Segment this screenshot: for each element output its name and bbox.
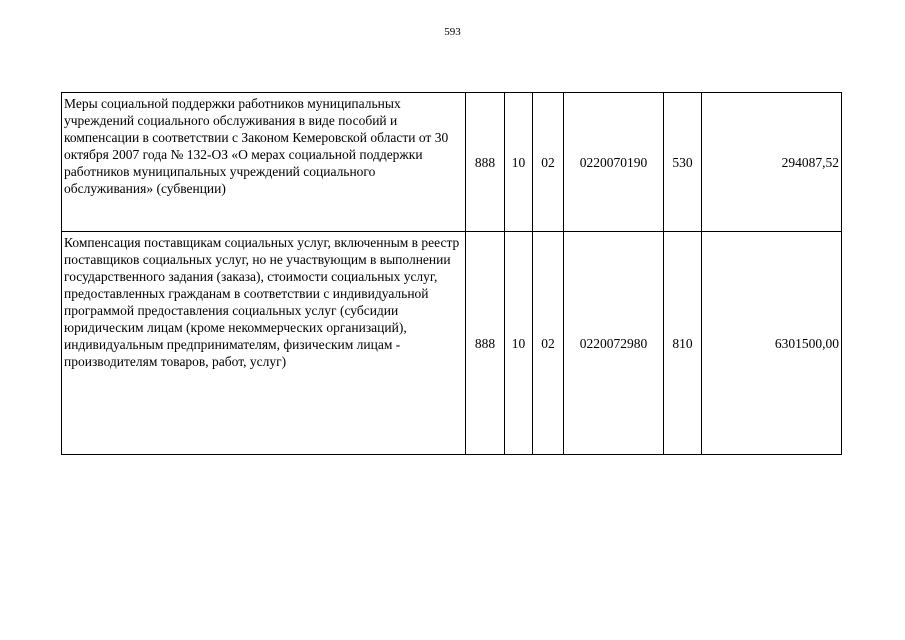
table-row (62, 232, 842, 455)
ministry-code: 888 (466, 232, 505, 455)
amount-value: 294087,52 (702, 93, 842, 232)
target-article-code: 0220072980 (564, 232, 664, 455)
subsection-code: 02 (533, 232, 564, 455)
row-description: Меры социальной поддержки работников муниципальных учреждений социального обслуживания в виде пособий и компенсации в соответствии с Законом Кемеровской области от 30 октября 2007 года № 132-ОЗ «О мерах социальной поддержки работников муниципальных учреждений социального обслуживания» (субвенции) (62, 93, 466, 232)
ministry-code: 888 (466, 93, 505, 232)
expense-type-code: 530 (664, 93, 702, 232)
page-number: 593 (444, 26, 461, 38)
target-article-code: 0220070190 (564, 93, 664, 232)
section-code: 10 (505, 93, 533, 232)
table-row (62, 93, 842, 232)
row-description: Компенсация поставщикам социальных услуг, включенным в реестр поставщиков социальных услуг, но не участвующим в выполнении государственного задания (заказа), стоимости социальных услуг, предоставленных гражданам в соответствии с индивидуальной программой предоставления социальных услуг (субсидии юридическим лицам (кроме некоммерческих организаций), индивидуальным предпринимателям, физическим лицам - производителям товаров, работ, услуг) (62, 232, 466, 455)
amount-value: 6301500,00 (702, 232, 842, 455)
section-code: 10 (505, 232, 533, 455)
budget-table (61, 92, 842, 455)
subsection-code: 02 (533, 93, 564, 232)
expense-type-code: 810 (664, 232, 702, 455)
